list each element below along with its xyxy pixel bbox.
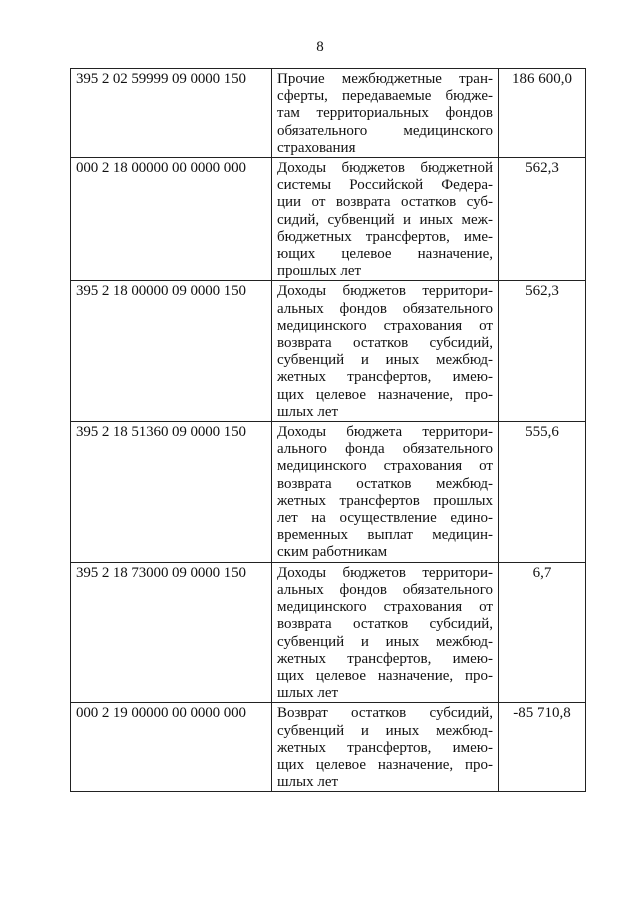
table-row bbox=[71, 158, 586, 281]
description-line: щих целевое назначение, про- bbox=[277, 756, 493, 773]
description-line: ции от возврата остатков суб- bbox=[277, 194, 493, 211]
budget-code-cell: 000 2 19 00000 00 0000 000 bbox=[71, 703, 272, 792]
description-line: субвенций и иных межбюд- bbox=[277, 633, 493, 650]
description-line: обязательного медицинского bbox=[277, 122, 493, 139]
table-row bbox=[71, 703, 586, 792]
description-line: Возврат остатков субсидий, bbox=[277, 705, 493, 722]
description-line: Доходы бюджета территори- bbox=[277, 424, 493, 441]
description-line: Доходы бюджетов территори- bbox=[277, 283, 493, 300]
description-line: шлых лет bbox=[277, 685, 339, 702]
description-line: медицинского страхования от bbox=[277, 458, 493, 475]
description-line: временных выплат медицин- bbox=[277, 527, 493, 544]
description-line: жетных трансфертов, имею- bbox=[277, 739, 493, 756]
budget-code-cell: 395 2 18 00000 09 0000 150 bbox=[71, 281, 272, 422]
description-line: щих целевое назначение, про- bbox=[277, 386, 493, 403]
description-line: альных фондов обязательного bbox=[277, 300, 493, 317]
budget-code-cell: 395 2 18 73000 09 0000 150 bbox=[71, 562, 272, 703]
description-line: жетных трансфертов, имею- bbox=[277, 650, 493, 667]
description-line: Доходы бюджетов территори- bbox=[277, 564, 493, 581]
description-cell bbox=[272, 562, 499, 703]
budget-table-body bbox=[71, 69, 586, 792]
amount-cell: 562,3 bbox=[499, 281, 586, 422]
description-line: лет на осуществление едино- bbox=[277, 510, 493, 527]
table-row bbox=[71, 281, 586, 422]
description-line: системы Российской Федера- bbox=[277, 177, 493, 194]
description-line: медицинского страхования от bbox=[277, 317, 493, 334]
description-line: субвенций и иных межбюд- bbox=[277, 722, 493, 739]
amount-cell: 6,7 bbox=[499, 562, 586, 703]
description-cell bbox=[272, 422, 499, 563]
table-row bbox=[71, 69, 586, 158]
page-number: 8 bbox=[316, 39, 324, 55]
amount-cell: -85 710,8 bbox=[499, 703, 586, 792]
amount-cell: 555,6 bbox=[499, 422, 586, 563]
description-line: альных фондов обязательного bbox=[277, 581, 493, 598]
description-line: шлых лет bbox=[277, 774, 339, 791]
budget-code-cell: 000 2 18 00000 00 0000 000 bbox=[71, 158, 272, 281]
description-line: субвенций и иных межбюд- bbox=[277, 352, 493, 369]
description-cell bbox=[272, 158, 499, 281]
description-line: сидий, субвенций и иных меж- bbox=[277, 211, 493, 228]
description-line: возврата остатков субсидий, bbox=[277, 335, 493, 352]
description-cell bbox=[272, 69, 499, 158]
table-row bbox=[71, 562, 586, 703]
description-line: жетных трансфертов прошлых bbox=[277, 492, 493, 509]
description-line: прошлых лет bbox=[277, 263, 362, 280]
description-line: страхования bbox=[277, 139, 356, 156]
description-line: возврата остатков межбюд- bbox=[277, 475, 493, 492]
description-line: щих целевое назначение, про- bbox=[277, 667, 493, 684]
budget-code-cell: 395 2 02 59999 09 0000 150 bbox=[71, 69, 272, 158]
description-cell bbox=[272, 281, 499, 422]
description-line: сферты, передаваемые бюдже- bbox=[277, 88, 493, 105]
description-line: Прочие межбюджетные тран- bbox=[277, 71, 493, 87]
description-line: шлых лет bbox=[277, 403, 339, 420]
description-cell bbox=[272, 703, 499, 792]
description-line: Доходы бюджетов бюджетной bbox=[277, 160, 493, 177]
description-line: ющих целевое назначение, bbox=[277, 246, 493, 263]
budget-table bbox=[70, 68, 586, 792]
description-line: ским работникам bbox=[277, 544, 388, 561]
table-row bbox=[71, 422, 586, 563]
description-line: медицинского страхования от bbox=[277, 599, 493, 616]
budget-code-cell: 395 2 18 51360 09 0000 150 bbox=[71, 422, 272, 563]
description-line: бюджетных трансфертов, име- bbox=[277, 228, 493, 245]
description-line: жетных трансфертов, имею- bbox=[277, 369, 493, 386]
description-line: возврата остатков субсидий, bbox=[277, 616, 493, 633]
description-line: ального фонда обязательного bbox=[277, 441, 493, 458]
amount-cell: 562,3 bbox=[499, 158, 586, 281]
description-line: там территориальных фондов bbox=[277, 105, 493, 122]
amount-cell: 186 600,0 bbox=[499, 69, 586, 158]
